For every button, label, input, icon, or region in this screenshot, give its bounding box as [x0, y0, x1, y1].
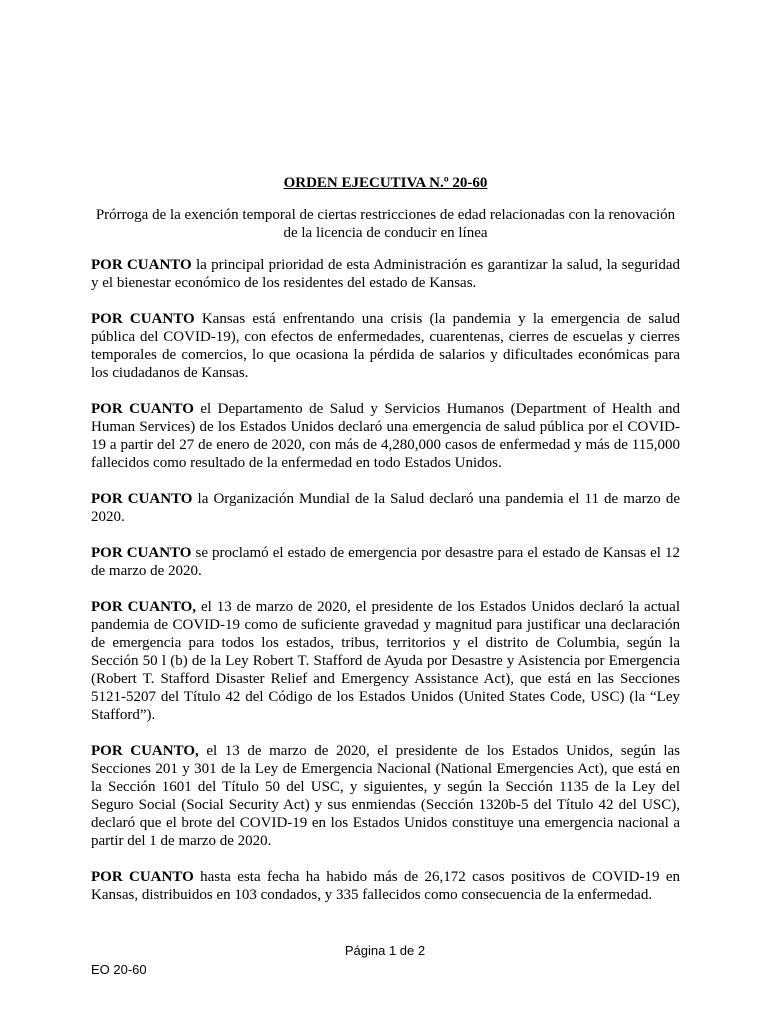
whereas-paragraph-5 [91, 544, 680, 580]
whereas-text: el 13 de marzo de 2020, el presidente de los Estados Unidos declaró la actual pandemia de COVID-19 como de suficiente gravedad y magnitud para justificar una declaración de emergencia para todos los estados, tribus, territorios y el distrito de Columbia, según la Sección 50 l (b) de la Ley Robert T. Stafford de Ayuda por Desastre y Asistencia por Emergencia (Robert T. Stafford Disaster Relief and Emergency Assistance Act), que está en las Secciones 5121-5207 del Título 42 del Código de los Estados Unidos (United States Code, USC) (la “Ley Stafford”). [91, 599, 680, 723]
whereas-text: Kansas está enfrentando una crisis (la pandemia y la emergencia de salud pública del COVID-19), con efectos de enfermedades, cuarentenas, cierres de escuelas y cierres temporales de comercios, lo que ocasiona la pérdida de salarios y dificultades económicas para los ciudadanos de Kansas. [91, 311, 680, 381]
whereas-text: el Departamento de Salud y Servicios Humanos (Department of Health and Human Services) de los Estados Unidos declaró una emergencia de salud pública por el COVID-19 a partir del 27 de enero de 2020, con más de 4,280,000 casos de enfermedad y más de 115,000 fallecidos como resultado de la enfermedad en todo Estados Unidos. [91, 401, 680, 471]
whereas-lead: POR CUANTO [91, 401, 194, 417]
whereas-lead: POR CUANTO [91, 545, 192, 561]
whereas-paragraph-6 [91, 598, 680, 724]
document-title: ORDEN EJECUTIVA N.º 20-60 [283, 175, 488, 191]
whereas-lead: POR CUANTO [91, 311, 195, 327]
whereas-paragraph-4 [91, 490, 680, 526]
document-code: EO 20-60 [91, 962, 147, 977]
document-body [91, 174, 680, 922]
page-number: Página 1 de 2 [344, 943, 426, 958]
whereas-text: la principal prioridad de esta Administración es garantizar la salud, la seguridad y el bienestar económico de los residentes del estado de Kansas. [91, 257, 680, 291]
whereas-text: se proclamó el estado de emergencia por desastre para el estado de Kansas el 12 de marzo de 2020. [91, 545, 681, 579]
whereas-paragraph-3 [91, 400, 680, 472]
whereas-paragraph-8 [91, 868, 680, 904]
whereas-text: el 13 de marzo de 2020, el presidente de los Estados Unidos, según las Secciones 201 y 301 de la Ley de Emergencia Nacional (National Emergencies Act), que está en la Sección 1601 del Título 50 del USC, y siguientes, y según la Sección 1135 de la Ley del Seguro Social (Social Security Act) y sus enmiendas (Sección 1320b-5 del Título 42 del USC), declaró que el brote del COVID-19 en los Estados Unidos constituye una emergencia nacional a partir del 1 de marzo de 2020. [91, 743, 680, 849]
whereas-lead: POR CUANTO [91, 491, 193, 507]
whereas-lead: POR CUANTO [91, 257, 192, 273]
whereas-text: hasta esta fecha ha habido más de 26,172 casos positivos de COVID-19 en Kansas, distribuidos en 103 condados, y 335 fallecidos como consecuencia de la enfermedad. [91, 869, 680, 903]
whereas-lead: POR CUANTO [91, 869, 194, 885]
whereas-lead: POR CUANTO, [91, 743, 199, 759]
whereas-paragraph-2 [91, 310, 680, 382]
whereas-lead: POR CUANTO, [91, 599, 197, 615]
whereas-paragraph-1 [91, 256, 680, 292]
whereas-paragraph-7 [91, 742, 680, 850]
document-subtitle: Prórroga de la exención temporal de ciertas restricciones de edad relacionadas con la renovación de la licencia de conducir en línea [95, 207, 676, 241]
whereas-text: la Organización Mundial de la Salud declaró una pandemia el 11 de marzo de 2020. [91, 491, 680, 525]
